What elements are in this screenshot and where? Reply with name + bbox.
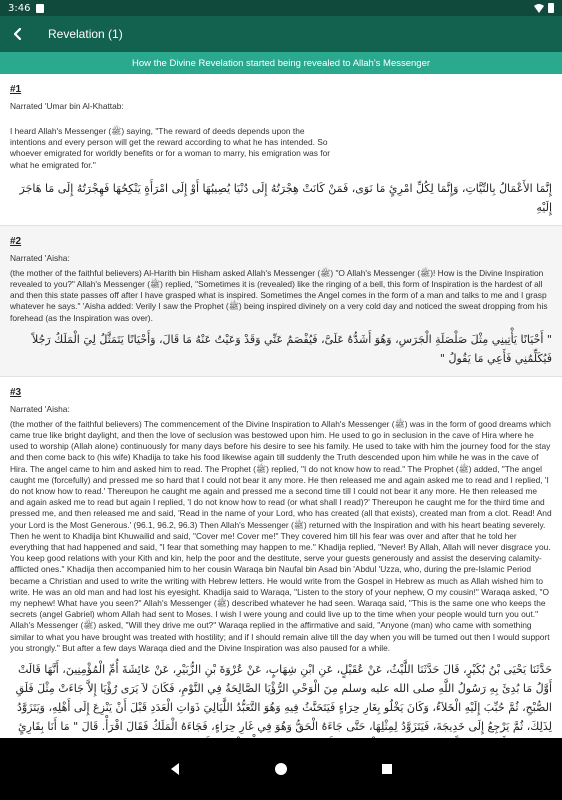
hadith-arabic-text: حَدَّثَنَا يَحْيَى بْنُ بُكَيْرٍ، قَالَ حَدَّثَنَا اللَّيْثُ، عَنْ عُقَيْلٍ، عَنِ ابْنِ شِهَابٍ، عَنْ عُرْوَةَ بْنِ الزُّبَيْرِ، عَنْ عَائِشَةَ أُمِّ الْمُؤْمِنِينَ، أَنَّهَا قَالَتْ أَوَّلُ مَا بُدِئَ بِهِ رَسُولُ اللَّهِ صلى الله عليه وسلم مِنَ الْوَحْىِ الرُّؤْيَا الصَّالِحَةُ فِي النَّوْمِ، فَكَانَ لاَ يَرَى رُؤْيَا إِلاَّ جَاءَتْ مِثْلَ فَلَقِ الصُّبْحِ، ثُمَّ حُبِّبَ إِلَيْهِ الْخَلاَءُ، وَكَانَ يَخْلُو بِغَارِ حِرَاءٍ فَيَتَحَنَّثُ فِيهِ وَهُوَ التَّعَبُّدُ اللَّيَالِيَ ذَوَاتِ الْعَدَدِ قَبْلَ أَنْ يَنْزِعَ إِلَى أَهْلِهِ، وَيَتَزَوَّدُ لِذَلِكَ، ثُمَّ يَرْجِعُ إِلَى خَدِيجَةَ، فَيَتَزَوَّدُ لِمِثْلِهَا، حَتَّى جَاءَهُ الْحَقُّ وَهُوَ فِي غَارِ حِرَاءٍ، فَجَاءَهُ الْمَلَكُ فَقَالَ اقْرَأْ‏.‏ قَالَ ‏"‏ مَا أَنَا بِقَارِئٍ [15,663,552,734]
hadith-narrator: Narrated 'Aisha: [10,252,70,263]
hadith-list[interactable] [0,74,562,776]
nav-back-button[interactable] [167,761,183,777]
hadith-arabic-text: إِنَّمَا الأَعْمَالُ بِالنِّيَّاتِ، وَإِنَّمَا لِكُلِّ امْرِئٍ مَا نَوَى، فَمَنْ كَانَتْ هِجْرَتُهُ إِلَى دُنْيَا يُصِيبُهَا أَوْ إِلَى امْرَأَةٍ يَنْكِحُهَا فَهِجْرَتُهُ إِلَى مَا هَاجَرَ إِلَيْهِ [19,181,552,214]
hadith-number: #1 [10,84,22,95]
hadith-number: #3 [10,386,22,398]
hadith-item[interactable] [0,377,562,764]
circle-home-icon [274,762,288,776]
wifi-icon [534,3,544,13]
chapter-subtitle: How the Divine Revelation started being revealed to Allah's Messenger [0,52,562,74]
hadith-arabic-text: " أَحْيَانًا يَأْتِينِي مِثْلَ صَلْصَلَةِ الْجَرَسِ، وَهُوَ أَشَدُّهُ عَلَىَّ، فَيُفْصَمُ عَنِّي وَقَدْ وَعَيْتُ عَنْهُ مَا قَالَ، وَأَحْيَانًا يَتَمَثَّلُ لِيَ الْمَلَكُ رَجُلاً فَيُكَلِّمُنِي فَأَعِي مَا يَقُولُ " [32,332,552,365]
hadith-english-text: (the mother of the faithful believers) Al-Harith bin Hisham asked Allah's Messenger (ﷺ) "O Allah's Messenger (ﷺ)! How is the Divine Inspiration revealed to you?" Allah's Messenger (ﷺ) replied, "Sometimes it is (revealed) like the ringing of a bell, this form of Inspiration is the hardest of all and then this state passes off after I have grasped what is inspired. Sometimes the Angel comes in the form of a man and talks to me and I grasp whatever he says." 'Aisha added: Verily I saw the Prophet (ﷺ) being inspired divinely on a very cold day and noticed the sweat dropping from his forehead (as the Inspiration was over). [10,267,548,323]
status-bar [0,0,562,16]
hadith-english-text: (the mother of the faithful believers) The commencement of the Divine Inspiration to Allah's Messenger (ﷺ) was in the form of good dreams which came true like bright daylight, and then the love of seclusion was bestowed upon him. He used to go in seclusion in the cave of Hira where he used to worship (Allah alone) continuously for many days before his desire to see his family. He used to take with him the journey food for the stay and then come back to (his wife) Khadija to take his food likewise again till suddenly the Truth descended upon him while he was in the cave of Hira. The angel came to him and asked him to read. The Prophet (ﷺ) replied, "I do not know how to read." The Prophet (ﷺ) added, "The angel caught me (forcefully) and pressed me so hard that I could not bear it any more. He then released me and again asked me to read and I replied, 'I do not know how to read.' Thereupon he caught me again and pressed me a second time till I could not bear it any more. He then released me and again asked me to read but again I replied, 'I do not know how to read (or what shall I read)?' Thereupon he caught me for the third time and pressed me, and then released me and said, 'Read in the name of your Lord, who has created (all that exists), created man from a clot. Read! And your Lord is the Most Generous.' (96.1, 96.2, 96.3) Then Allah's Messenger (ﷺ) returned with the Inspiration and with his heart beating severely. Then he went to Khadija bint Khuwailid and said, "Cover me! Cover me!" They covered him till his fear was over and after that he told her everything that had happened and said, "I fear that something may happen to me." Khadija replied, "Never! By Allah, Allah will never disgrace you. You keep good relations with your Kith and kin, help the poor and the destitute, serve your guests generously and assist the deserving calamity-afflicted ones." Khadija then accompanied him to her cousin Waraqa bin Naufal bin Asad bin 'Abdul 'Uzza, who, during the pre-Islamic Period became a Christian and used to write the writing with Hebrew letters. He would write from the Gospel in Hebrew as much as Allah wished him to write. He was an old man and had lost his eyesight. Khadija said to Waraqa, "Listen to the story of your nephew, O my cousin!" Waraqa asked, "O my nephew! What have you seen?" Allah's Messenger (ﷺ) described whatever he had seen. Waraqa said, "This is the same one who keeps the secrets (angel Gabriel) whom Allah had sent to Moses. I wish I were young and could live up to the time when your people would turn you out." Allah's Messenger (ﷺ) asked, "Will they drive me out?" Waraqa replied in the affirmative and said, "Anyone (man) who came with something similar to what you have brought was treated with hostility; and if I should remain alive till the day when you will be turned out then I would support you strongly." But after a few days Waraqa died and the Divine Inspiration was also paused for a while. [10,418,552,653]
system-navigation-bar [0,738,562,800]
hadith-narrator: Narrated 'Umar bin Al-Khattab: [10,101,124,111]
nav-recents-button[interactable] [379,761,395,777]
hadith-english-text: I heard Allah's Messenger (ﷺ) saying, "The reward of deeds depends upon the intentions and every person will get the reward according to what he has intended. So whoever emigrated for worldly benefits or for a woman to marry, his emigration was for what he emigrated for." [10,126,331,170]
page-title: Revelation (1) [48,27,123,41]
battery-icon [548,3,554,13]
hadith-narrator: Narrated 'Aisha: [10,403,70,414]
status-time: 3:46 [8,2,31,14]
sim-card-icon [36,4,44,13]
arrow-left-icon [11,27,25,41]
back-button[interactable] [8,24,28,44]
square-recents-icon [380,762,394,776]
triangle-back-icon [168,762,182,776]
hadith-number: #2 [10,235,22,247]
hadith-item[interactable] [0,74,562,226]
app-bar [0,16,562,52]
nav-home-button[interactable] [273,761,289,777]
hadith-item[interactable] [0,226,562,377]
